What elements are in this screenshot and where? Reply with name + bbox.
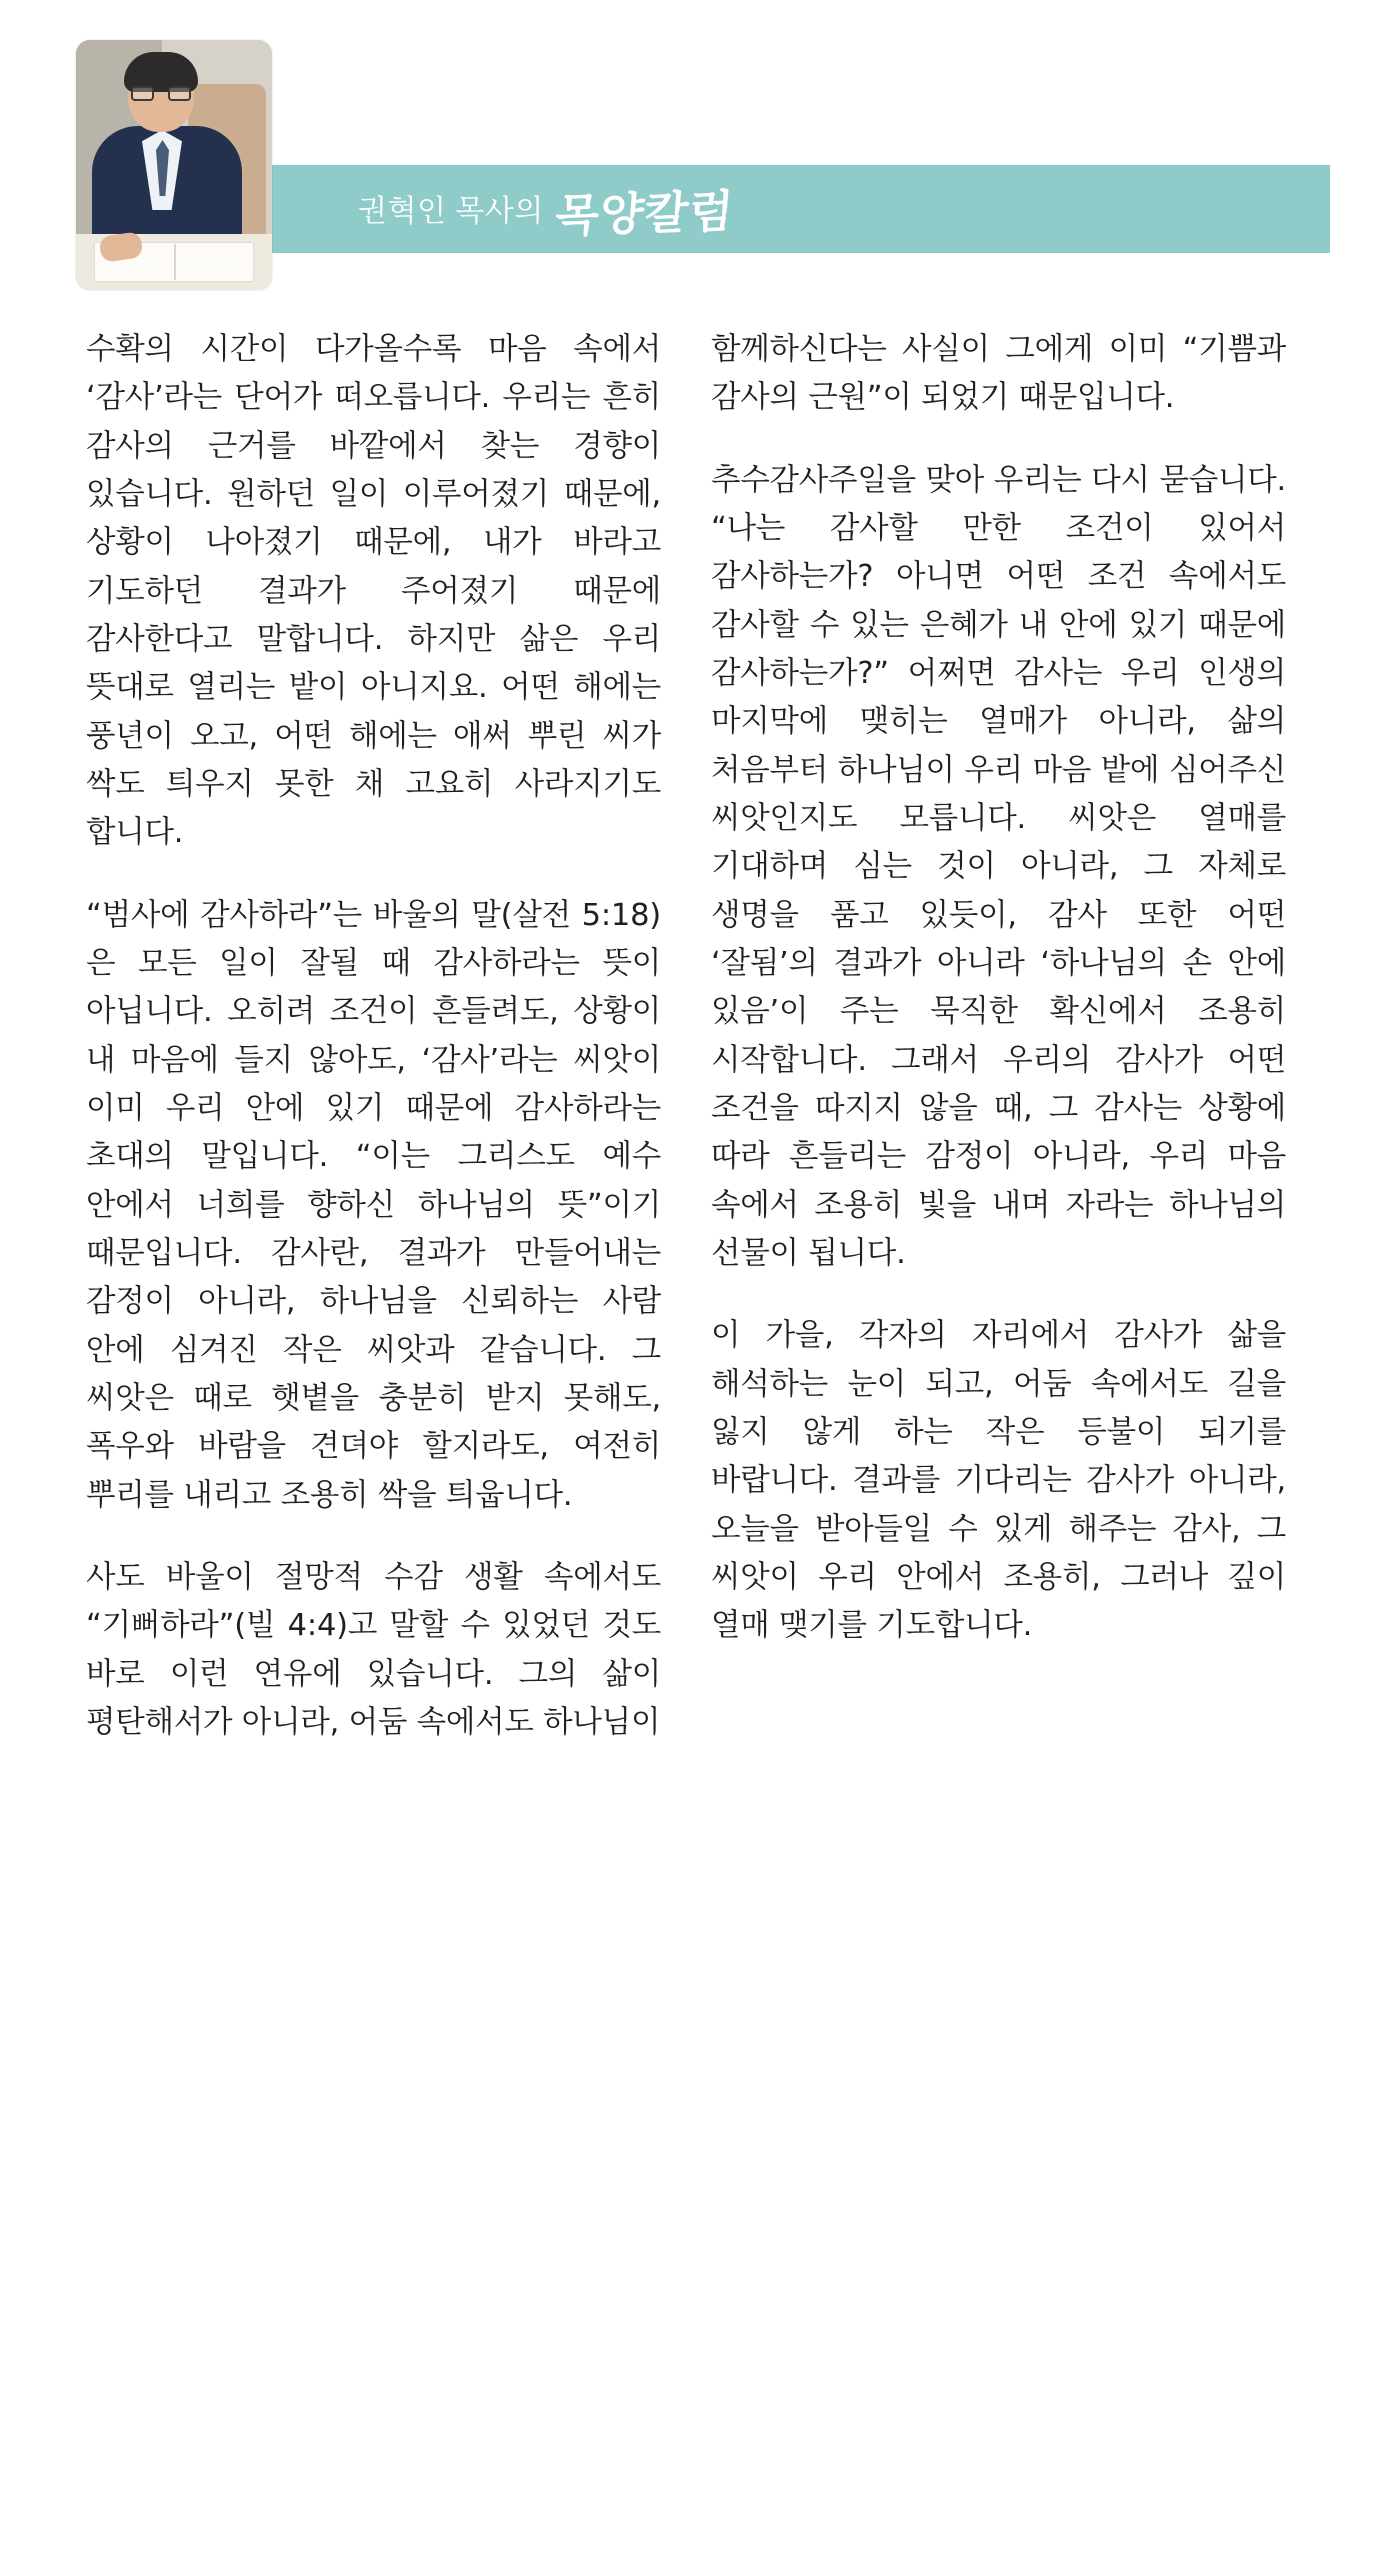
article-column-left (86, 326, 661, 1747)
header-title-group (272, 165, 1330, 253)
author-portrait (76, 40, 272, 290)
paragraph: 추수감사주일을 맞아 우리는 다시 묻습니다. “나는 감사할 만한 조건이 있어서 감사하는가? 아니면 어떤 조건 속에서도 감사할 수 있는 은혜가 내 안에 있기 때문에 감사하는가?” 어쩌면 감사는 우리 인생의 마지막에 맺히는 열매가 아니라, 삶의 처음부터 하나님이 우리 마음 밭에 심어주신 씨앗인지도 모릅니다. 씨앗은 열매를 기대하며 심는 것이 아니라, 그 자체로 생명을 품고 있듯이, 감사 또한 어떤 ‘잘됨’의 결과가 아니라 ‘하나님의 손 안에 있음’이 주는 묵직한 확신에서 조용히 시작합니다. 그래서 우리의 감사가 어떤 조건을 따지지 않을 때, 그 감사는 상황에 따라 흔들리는 감정이 아니라, 우리 마음 속에서 조용히 빛을 내며 자라는 하나님의 선물이 됩니다. (711, 462, 1286, 1271)
header-author-prefix: 권혁인 목사의 (358, 195, 544, 228)
header-column-title: 목양칼럼 (553, 184, 736, 242)
paragraph: 사도 바울이 절망적 수감 생활 속에서도 “기뻐하라”(빌 4:4)고 말할 수 있었던 것도 바로 이런 연유에 있습니다. 그의 삶이 평탄해서가 아니라, 어둠 속에서도 하나님이 (86, 1559, 661, 1740)
paragraph: 수확의 시간이 다가올수록 마음 속에서 ‘감사’라는 단어가 떠오릅니다. 우리는 흔히 감사의 근거를 바깥에서 찾는 경향이 있습니다. 원하던 일이 이루어졌기 때문에, 상황이 나아졌기 때문에, 내가 바라고 기도하던 결과가 주어졌기 때문에 감사한다고 말합니다. 하지만 삶은 우리 뜻대로 열리는 밭이 아니지요. 어떤 해에는 풍년이 오고, 어떤 해에는 애써 뿌린 씨가 싹도 틔우지 못한 채 고요히 사라지기도 합니다. (86, 332, 661, 851)
article-column-right (711, 326, 1286, 1747)
paragraph: 함께하신다는 사실이 그에게 이미 “기쁨과 감사의 근원”이 되었기 때문입니다. (711, 332, 1286, 416)
paragraph: “범사에 감사하라”는 바울의 말(살전 5:18)은 모든 일이 잘될 때 감사하라는 뜻이 아닙니다. 오히려 조건이 흔들려도, 상황이 내 마음에 들지 않아도, ‘감사’라는 씨앗이 이미 우리 안에 있기 때문에 감사하라는 초대의 말입니다. “이는 그리스도 예수 안에서 너희를 향하신 하나님의 뜻”이기 때문입니다. 감사란, 결과가 만들어내는 감정이 아니라, 하나님을 신뢰하는 사람 안에 심겨진 작은 씨앗과 같습니다. 그 씨앗은 때로 햇볕을 충분히 받지 못해도, 폭우와 바람을 견뎌야 할지라도, 여전히 뿌리를 내리고 조용히 싹을 틔웁니다. (86, 897, 661, 1513)
article-body (0, 326, 1374, 1747)
paragraph: 이 가을, 각자의 자리에서 감사가 삶을 해석하는 눈이 되고, 어둠 속에서도 길을 잃지 않게 하는 작은 등불이 되기를 바랍니다. 결과를 기다리는 감사가 아니라, 오늘을 받아들일 수 있게 해주는 감사, 그 씨앗이 우리 안에서 조용히, 그러나 깊이 열매 맺기를 기도합니다. (711, 1318, 1286, 1644)
portrait-glasses (131, 86, 191, 101)
column-header (0, 0, 1374, 290)
